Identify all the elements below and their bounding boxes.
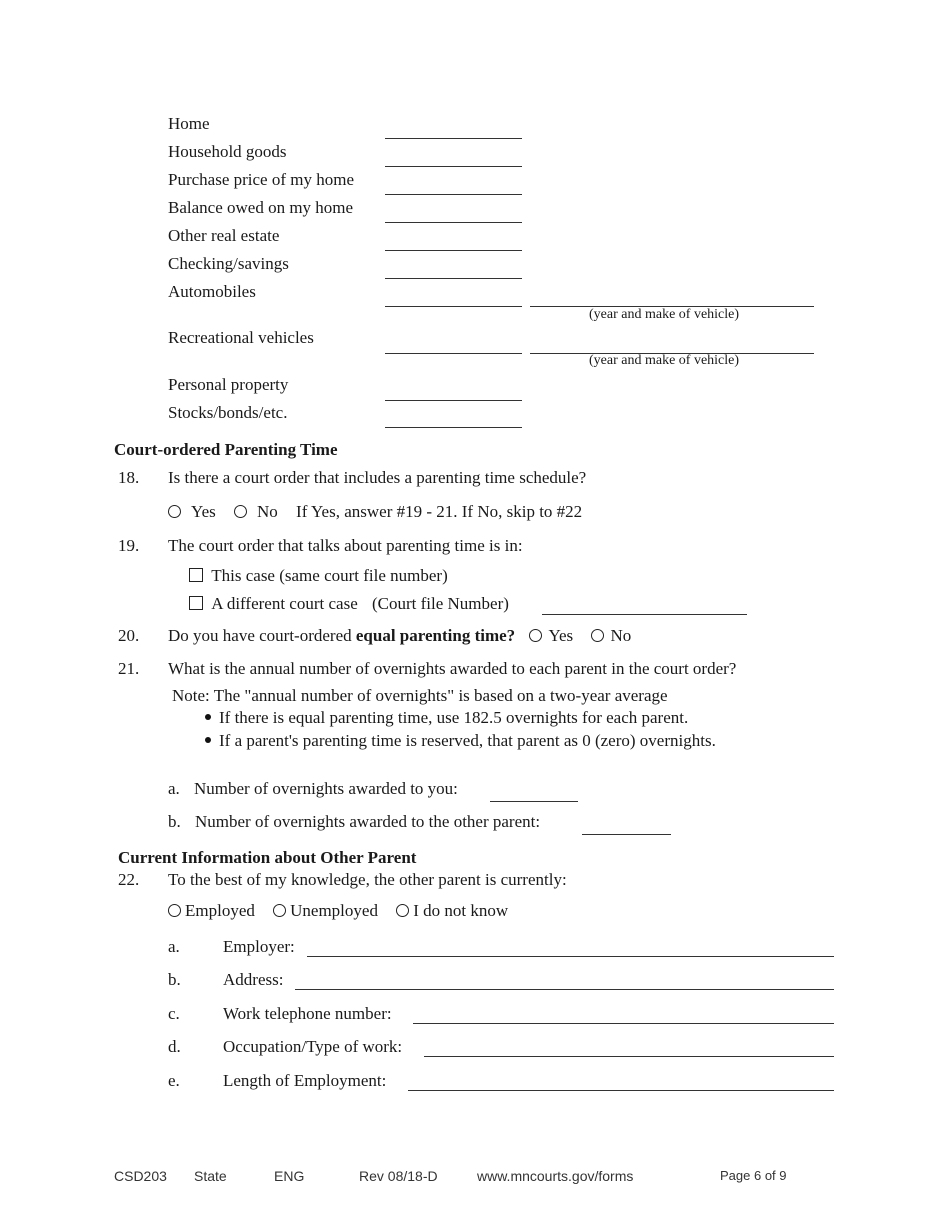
question-18-number: 18. — [118, 468, 140, 487]
radio-employed[interactable] — [168, 904, 181, 917]
footer-page-number: Page 6 of 9 — [720, 1168, 787, 1183]
question-21a-letter: a. — [168, 779, 180, 798]
bullet-icon — [205, 737, 211, 743]
recreational-vehicle-description-caption: (year and make of vehicle) — [589, 353, 740, 368]
occupation-label: Occupation/Type of work: — [223, 1037, 403, 1056]
other-parent-heading: Current Information about Other Parent — [118, 848, 417, 867]
overnights-you-input[interactable] — [490, 801, 578, 802]
radio-18-no[interactable] — [234, 505, 247, 518]
work-phone-input[interactable] — [413, 1023, 834, 1024]
radio-unemployed-label: Unemployed — [290, 901, 378, 920]
question-20-text-prefix: Do you have court-ordered — [168, 626, 356, 645]
asset-input-balance-owed[interactable] — [385, 222, 522, 223]
radio-18-yes[interactable] — [168, 505, 181, 518]
radio-employed-label: Employed — [185, 901, 255, 920]
field-c-letter: c. — [168, 1004, 180, 1023]
radio-do-not-know-label: I do not know — [413, 901, 509, 920]
checkbox-this-case[interactable] — [189, 568, 203, 582]
asset-input-home[interactable] — [385, 138, 522, 139]
length-of-employment-input[interactable] — [408, 1090, 834, 1091]
radio-18-yes-label: Yes — [191, 502, 216, 521]
question-21b-letter: b. — [168, 812, 181, 831]
address-input[interactable] — [295, 989, 834, 990]
asset-label-home: Home — [168, 114, 210, 133]
footer-url[interactable]: www.mncourts.gov/forms — [477, 1168, 634, 1184]
asset-input-purchase-price[interactable] — [385, 194, 522, 195]
footer-state: State — [194, 1168, 227, 1184]
field-d-letter: d. — [168, 1037, 181, 1056]
checkbox-different-case[interactable] — [189, 596, 203, 610]
question-18-options — [168, 502, 582, 522]
radio-20-no-label: No — [610, 626, 632, 645]
asset-input-household-goods[interactable] — [385, 166, 522, 167]
question-21-bullet-2-text: If a parent's parenting time is reserved, that parent as 0 (zero) overnights. — [219, 731, 716, 750]
bullet-icon — [205, 714, 211, 720]
asset-input-personal-property[interactable] — [385, 400, 522, 401]
asset-label-stocks-bonds: Stocks/bonds/etc. — [168, 403, 288, 422]
question-22-text: To the best of my knowledge, the other parent is currently: — [168, 870, 567, 889]
question-21-text: What is the annual number of overnights awarded to each parent in the court order? — [168, 659, 737, 678]
court-file-number-label: (Court file Number) — [371, 594, 509, 613]
asset-label-personal-property: Personal property — [168, 375, 289, 394]
question-20-text-bold: equal parenting time? — [355, 626, 516, 645]
asset-input-recreational-vehicles[interactable] — [385, 353, 522, 354]
question-21a-text: Number of overnights awarded to you: — [194, 779, 458, 798]
question-21-bullet-1-text: If there is equal parenting time, use 182.5 overnights for each parent. — [219, 708, 689, 727]
occupation-input[interactable] — [424, 1056, 834, 1057]
question-20-number: 20. — [118, 626, 140, 645]
question-19-option-1 — [189, 566, 448, 586]
field-b-letter: b. — [168, 970, 181, 989]
parenting-time-heading: Court-ordered Parenting Time — [114, 440, 338, 459]
length-of-employment-label: Length of Employment: — [223, 1071, 387, 1090]
checkbox-this-case-label: This case (same court file number) — [211, 566, 448, 585]
radio-20-no[interactable] — [591, 629, 604, 642]
radio-unemployed[interactable] — [273, 904, 286, 917]
question-19-text: The court order that talks about parenting time is in: — [168, 536, 523, 555]
question-21-bullet-1 — [205, 708, 688, 728]
question-18-text: Is there a court order that includes a parenting time schedule? — [168, 468, 587, 487]
question-21b-text: Number of overnights awarded to the other parent: — [195, 812, 541, 831]
radio-20-yes[interactable] — [529, 629, 542, 642]
overnights-other-parent-input[interactable] — [582, 834, 671, 835]
asset-label-automobiles: Automobiles — [168, 282, 256, 301]
question-21-number: 21. — [118, 659, 140, 678]
work-phone-label: Work telephone number: — [223, 1004, 392, 1023]
court-file-number-input[interactable] — [542, 614, 747, 615]
asset-input-checking-savings[interactable] — [385, 278, 522, 279]
address-label: Address: — [223, 970, 284, 989]
asset-label-other-real-estate: Other real estate — [168, 226, 280, 245]
question-20-text — [168, 626, 631, 646]
question-19-option-2 — [189, 594, 509, 614]
footer-language: ENG — [274, 1168, 305, 1184]
question-21-note: Note: The "annual number of overnights" is based on a two-year average — [172, 686, 668, 705]
field-a-letter: a. — [168, 937, 180, 956]
asset-input-other-real-estate[interactable] — [385, 250, 522, 251]
asset-label-recreational-vehicles: Recreational vehicles — [168, 328, 314, 347]
question-19-number: 19. — [118, 536, 140, 555]
asset-label-purchase-price: Purchase price of my home — [168, 170, 354, 189]
field-e-letter: e. — [168, 1071, 180, 1090]
radio-do-not-know[interactable] — [396, 904, 409, 917]
radio-20-yes-label: Yes — [548, 626, 574, 645]
asset-input-stocks-bonds[interactable] — [385, 427, 522, 428]
checkbox-different-case-label: A different court case — [211, 594, 358, 613]
asset-label-balance-owed: Balance owed on my home — [168, 198, 354, 217]
asset-label-household-goods: Household goods — [168, 142, 287, 161]
question-22-number: 22. — [118, 870, 140, 889]
asset-input-automobiles[interactable] — [385, 306, 522, 307]
question-18-instruction: If Yes, answer #19 - 21. If No, skip to #22 — [296, 502, 583, 521]
question-22-options — [168, 901, 508, 921]
question-21-bullet-2 — [205, 731, 716, 751]
employer-label: Employer: — [223, 937, 295, 956]
footer-form-number: CSD203 — [114, 1168, 167, 1184]
footer-revision: Rev 08/18-D — [359, 1168, 438, 1184]
radio-18-no-label: No — [257, 502, 278, 521]
asset-label-checking-savings: Checking/savings — [168, 254, 289, 273]
employer-input[interactable] — [307, 956, 834, 957]
automobile-description-caption: (year and make of vehicle) — [589, 307, 740, 322]
